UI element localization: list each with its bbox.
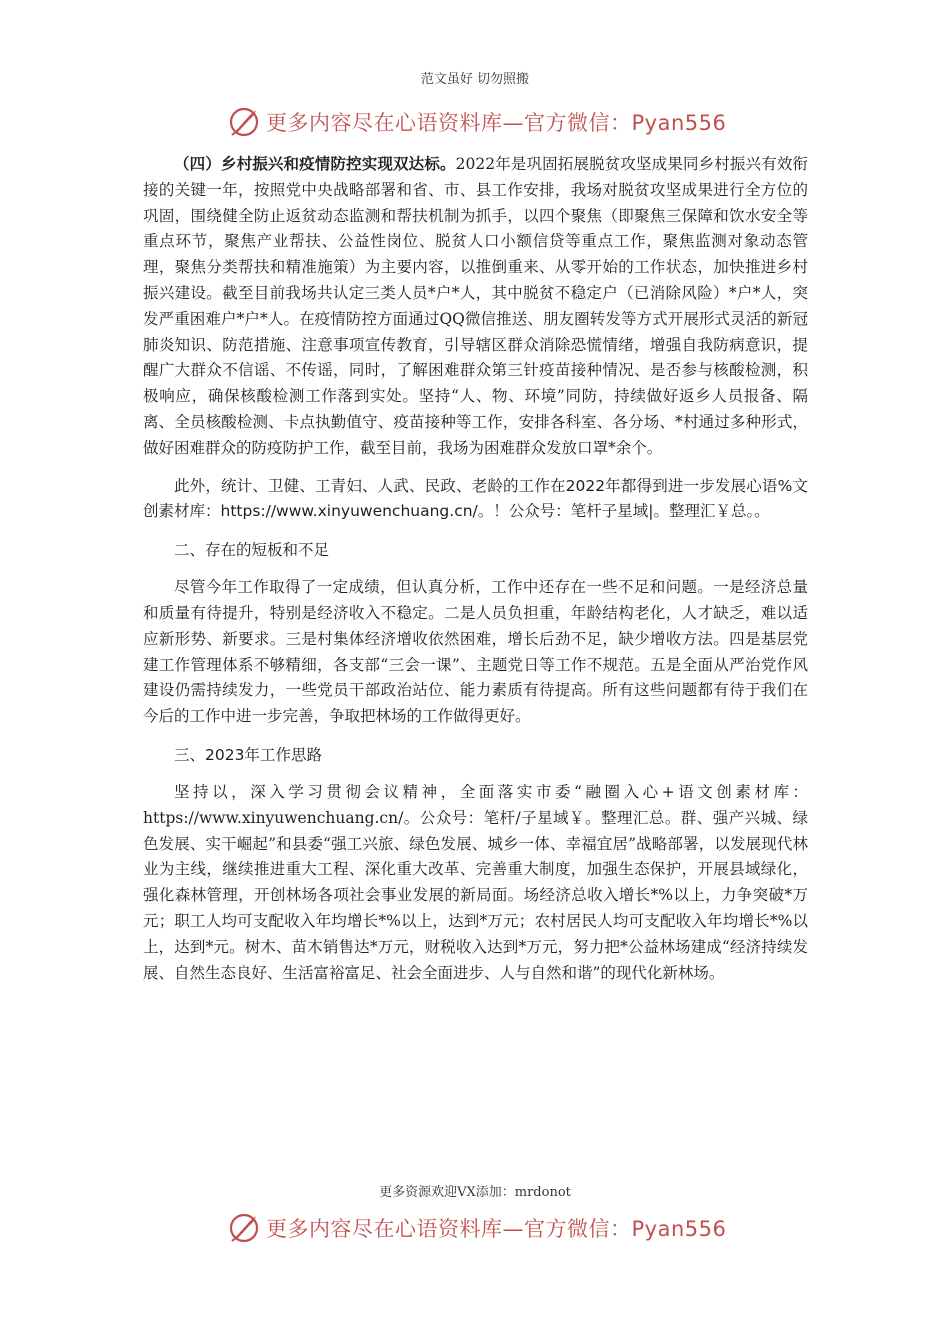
header-note: 范文虽好 切勿照搬 xyxy=(420,72,530,87)
paragraph-work-plan: 坚持以，深入学习贯彻会议精神，全面落实市委“融圈入心+语文创素材库：https://www.xinyuwenchuang.cn/。公众号：笔杆/子星域￥。整理汇总。群、强产兴城、绿色发展、实干崛起”和县委“强工兴旅、绿色发展、城乡一体、幸福宜居”战略部署，以发展现代林业为主线，继续推进重大工程、深化重大改革、完善重大制度，加强生态保护，开展县域绿化，强化森林管理，开创林场各项社会事业发展的新局面。场经济总收入增长*%以上，力争突破*万元；职工人均可支配收入年均增长*%以上，达到*万元；农村居民人均可支配收入年均增长*%以上，达到*元。树木、苗木销售达*万元，财税收入达到*万元，努力把*公益林场建成“经济持续发展、自然生态良好、生活富裕富足、社会全面进步、人与自然和谐”的现代化新林场。 xyxy=(143,782,808,982)
paragraph-shortcomings: 尽管今年工作取得了一定成绩，但认真分析，工作中还存在一些不足和问题。一是经济总量和质量有待提升，特别是经济收入不稳定。二是人员负担重，年龄结构老化，人才缺乏，难以适应新形势、新要求。三是村集体经济增收依然困难，增长后劲不足，缺少增收方法。四是基层党建工作管理体系不够精细，各支部“三会一课”、主题党日等工作不规范。五是全面从严治党作风建设仍需持续发力，一些党员干部政治站位、能力素质有待提高。所有这些问题都有待于我们在今后的工作中进一步完善，争取把林场的工作做得更好。 xyxy=(143,578,808,726)
banner-text: 更多内容尽在心语资料库—官方微信：Pyan556 xyxy=(266,111,727,135)
section-heading-4: （四）乡村振兴和疫情防控实现双达标。 xyxy=(174,155,456,173)
document-body xyxy=(143,152,808,986)
top-banner xyxy=(228,104,728,140)
paragraph-other-work: 此外，统计、卫健、工青妇、人武、民政、老龄的工作在2022年都得到进一步发展心语%文创素材库：https://www.xinyuwenchuang.cn/。！公众号：笔杆子星域|。整理汇￥总。。 xyxy=(143,476,808,521)
paragraph-text: 2022年是巩固拓展脱贫攻坚成果同乡村振兴有效衔接的关键一年，按照党中央战略部署和省、市、县工作安排，我场对脱贫攻坚成果进行全方位的巩固，围绕健全防止返贫动态监测和帮扶机制为抓手，以四个聚焦（即聚焦三保障和饮水安全等重点环节，聚焦产业帮扶、公益性岗位、脱贫人口小额信贷等重点工作，聚焦监测对象动态管理，聚焦分类帮扶和精准施策）为主要内容，以推倒重来、从零开始的工作状态，加快推进乡村振兴建设。截至目前我场共认定三类人员*户*人，其中脱贫不稳定户（已消除风险）*户*人，突发严重困难户*户*人。在疫情防控方面通过QQ微信推送、朋友圈转发等方式开展形式灵活的新冠肺炎知识、防范措施、注意事项宣传教育，引导辖区群众消除恐慌情绪，增强自我防病意识，提醒广大群众不信谣、不传谣，同时，了解困难群众第三针疫苗接种情况、是否参与核酸检测，积极响应，确保核酸检测工作落到实处。坚持“人、物、环境”同防，持续做好返乡人员报备、隔离、全员核酸检测、卡点执勤值守、疫苗接种等工作，安排各科室、各分场、*村通过多种形式，做好困难群众的防疫防护工作，截至目前，我场为困难群众发放口罩*余个。 xyxy=(143,155,808,457)
paragraph-rural-revitalization xyxy=(143,152,808,462)
banner-text: 更多内容尽在心语资料库—官方微信：Pyan556 xyxy=(266,1217,727,1241)
footer-note: 更多资源欢迎VX添加：mrdonot xyxy=(379,1185,571,1200)
section-heading-2: 二、存在的短板和不足 xyxy=(174,541,330,560)
quill-logo-icon xyxy=(228,1212,260,1244)
quill-logo-icon xyxy=(228,106,260,138)
bottom-banner xyxy=(228,1210,728,1246)
section-heading-3: 三、2023年工作思路 xyxy=(174,745,322,764)
